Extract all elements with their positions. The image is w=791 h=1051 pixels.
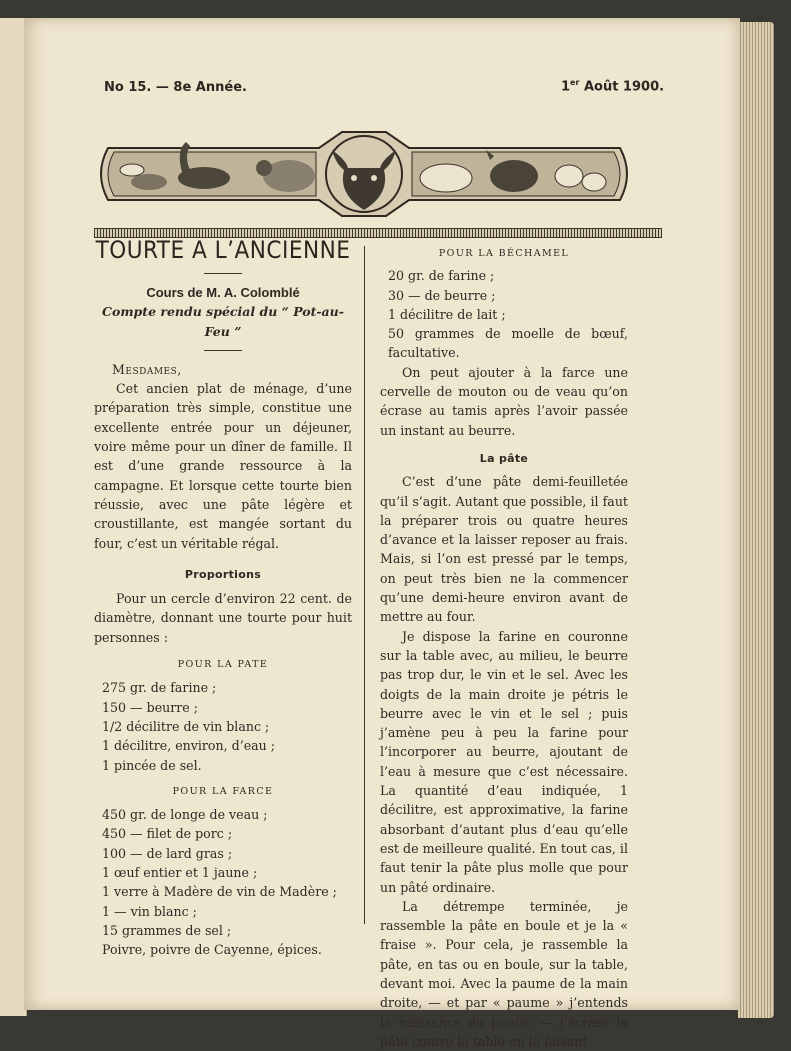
- pig-icon: [420, 164, 472, 192]
- cervelle-paragraph: On peut ajouter à la farce une cervelle de mouton ou de veau qu’on écrase au tamis après l’avoir passée un instant au beurre.: [380, 364, 628, 438]
- list-item: 1 pincée de sel.: [102, 757, 202, 773]
- title-rule: [204, 273, 242, 274]
- list-item: 150 — beurre ;: [102, 699, 199, 715]
- issue-number: No 15. — 8e Année.: [104, 80, 247, 95]
- list-item: 450 — filet de porc ;: [102, 826, 233, 842]
- bechamel-ingredients-list: [380, 266, 628, 362]
- list-item: 1 décilitre de lait ;: [388, 306, 506, 322]
- list-item: 1 verre à Madère de vin de Madère ;: [102, 884, 337, 900]
- list-item: 50 grammes de moelle de bœuf, facultative.: [388, 326, 628, 361]
- left-column: [94, 236, 352, 960]
- list-item: Poivre, poivre de Cayenne, épices.: [102, 942, 322, 958]
- byline-rule: [204, 350, 242, 351]
- pate-ingredients-list: [94, 678, 352, 774]
- farce-ingredients-heading: POUR LA FARCE: [172, 785, 274, 797]
- pate-paragraph-1: C’est d’une pâte demi-feuilletée qu’il s’agit. Autant que possible, il faut la préparer trois ou quatre heures d’avance et la laisser reposer au frais. Mais, si l’on est pressé par le temps, on peut très bien ne la commencer qu’une demi-heure environ avant de mettre au four.: [380, 474, 628, 625]
- list-item: 1 décilitre, environ, d’eau ;: [102, 738, 276, 754]
- compte-rendu-line: Compte rendu spécial du “ Pot-au-Feu ”: [102, 304, 344, 339]
- article-title: TOURTE A L’ANCIENNE: [95, 236, 351, 264]
- issue-date: 1er Août 1900.: [561, 78, 665, 95]
- pate-paragraph-2: Je dispose la farine en couronne sur la table avec, au milieu, le beurre pas trop dur, le vin et le sel. Avec les doigts de la main droite je pétris le beurre avec le vin et le sel ; puis j’amène peu à peu la farine pour l’incorporer au beurre, ajoutant de l’eau à mesure que c’est nécessaire. La quantité d’eau indiquée, 1 décilitre, est approximative, la farine absorbant d’autant plus d’eau qu’elle est de meilleure qualité. En tout cas, il faut tenir la pâte plus molle que pour un pâté ordinaire.: [380, 628, 628, 895]
- course-line: Cours de M. A. Colomblé: [146, 285, 300, 300]
- list-item: 1 — vin blanc ;: [102, 903, 197, 919]
- list-item: 450 gr. de longe de veau ;: [102, 807, 268, 823]
- right-column: [380, 244, 628, 1051]
- column-divider: [364, 246, 365, 924]
- proportions-text: Pour un cercle d’environ 22 cent. de diamètre, donnant une tourte pour huit personnes :: [94, 591, 352, 645]
- list-item: 15 grammes de sel ;: [102, 922, 232, 938]
- intro-paragraph: Cet ancien plat de ménage, d’une préparation très simple, constitue une excellente entrée pour un déjeuner, voire même pour un dîner de famille. Il est d’une grande ressource à la campagne. Et lorsque cette tourte bien réussie, avec une pâte légère et croustillante, est mangée sortant du four, c’est un véritable régal.: [94, 381, 352, 551]
- salutation: Mesdames,: [112, 361, 182, 377]
- proportions-heading: Proportions: [184, 567, 262, 581]
- pate-section-heading: La pâte: [479, 451, 529, 465]
- list-item: 1/2 décilitre de vin blanc ;: [102, 718, 270, 734]
- page: [24, 18, 740, 1049]
- pate-ingredients-heading: POUR LA PATE: [177, 659, 269, 671]
- list-item: 100 — de lard gras ;: [102, 845, 233, 861]
- list-item: 1 œuf entier et 1 jaune ;: [102, 865, 258, 881]
- bechamel-ingredients-heading: POUR LA BÉCHAMEL: [438, 248, 570, 259]
- list-item: 20 gr. de farine ;: [388, 268, 495, 284]
- facing-page-edge: [0, 18, 27, 1016]
- book-page-edges: [738, 22, 774, 1018]
- pate-paragraph-3: La détrempe terminée, je rassemble la pâte en boule et je la « fraise ». Pour cela, je rassemble la pâte, en tas ou en boule, sur la table, devant moi. Avec la paume de la main droite, — et par « paume » j’entends la naissance du pouce, — j’écrase la pâte contre la table en la faisant: [380, 898, 628, 1049]
- farmyard-banner-illustration: [94, 120, 634, 228]
- farce-ingredients-list: [94, 805, 352, 959]
- list-item: 30 — de beurre ;: [388, 287, 496, 303]
- list-item: 275 gr. de farine ;: [102, 680, 217, 696]
